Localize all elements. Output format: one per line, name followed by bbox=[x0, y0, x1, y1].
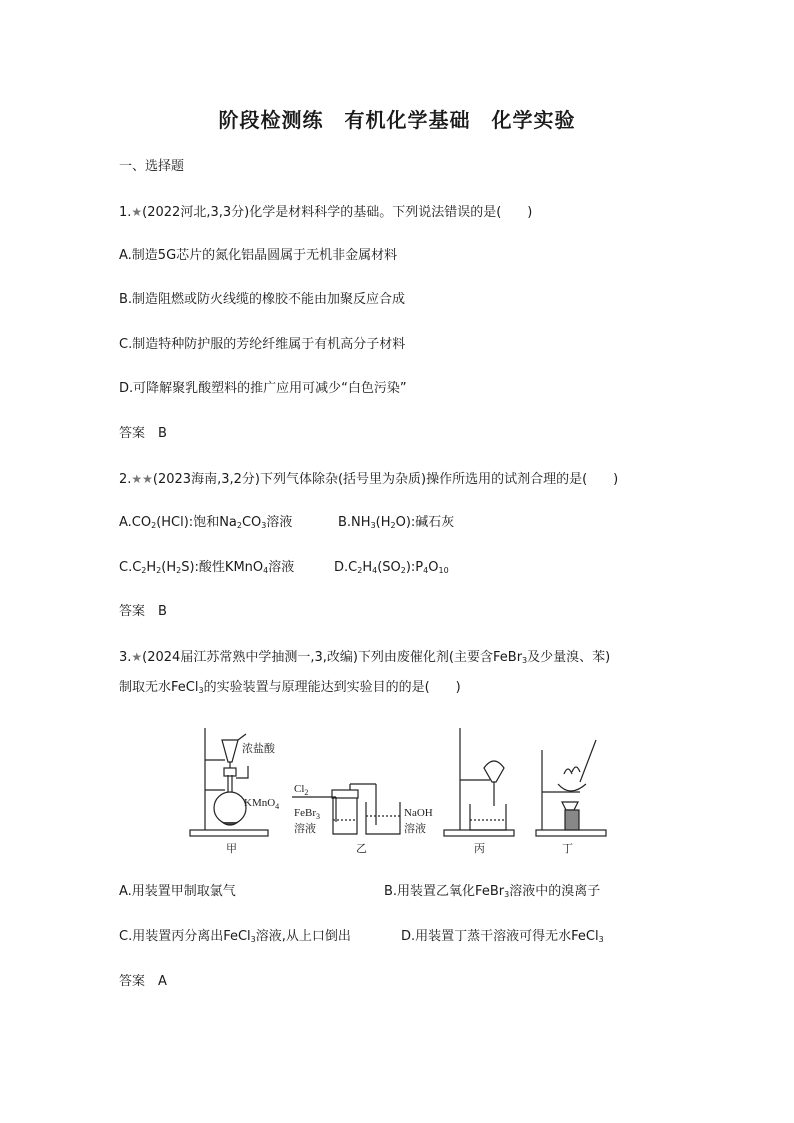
caption-jia: 甲 bbox=[226, 842, 237, 855]
question-text: (2022河北,3,3分)化学是材料科学的基础。下列说法错误的是( ) bbox=[142, 205, 533, 220]
label-febr3-solution: 溶液 bbox=[294, 823, 316, 835]
q1-option-c: C.制造特种防护服的芳纶纤维属于有机高分子材料 bbox=[119, 337, 406, 352]
q2-option-d: $D.C_2H_4(SO_2):P_4O_{10}$ bbox=[334, 560, 449, 575]
question-3-stem-line2: 制取无水FeCl$_3$的实验装置与原理能达到实验目的的是( ) bbox=[119, 680, 461, 695]
q3-answer: 答案 A bbox=[119, 974, 167, 989]
q1-option-a: A.制造5G芯片的氮化铝晶圆属于无机非金属材料 bbox=[119, 248, 398, 263]
question-number: 1. bbox=[119, 205, 132, 220]
q2-option-c: $C.C_2H_2(H_2S)$:酸性KMnO$_4$溶液 bbox=[119, 560, 295, 575]
q3-option-b: B.用装置乙氧化FeBr$_3$溶液中的溴离子 bbox=[384, 884, 601, 899]
question-1-stem bbox=[119, 203, 532, 222]
q2-option-b: $B.NH_3(H_2O)$:碱石灰 bbox=[338, 515, 455, 530]
label-febr3: FeBr$_3$ bbox=[294, 807, 320, 821]
label-cl2: $Cl_2$ bbox=[294, 783, 309, 797]
difficulty-star-icon: ★★ bbox=[131, 472, 153, 486]
difficulty-star-icon: ★ bbox=[131, 205, 143, 219]
caption-ding: 丁 bbox=[562, 842, 573, 855]
question-2-stem bbox=[119, 470, 618, 489]
q1-answer: 答案 B bbox=[119, 426, 167, 441]
page-title: 阶段检测练 有机化学基础 化学实验 bbox=[218, 108, 576, 132]
q2-option-a: $A.CO_2(HCl)$:饱和$Na_2CO_3$溶液 bbox=[119, 515, 293, 530]
apparatus-figure bbox=[180, 720, 620, 860]
q3-option-c: C.用装置丙分离出FeCl$_3$溶液,从上口倒出 bbox=[119, 929, 351, 944]
apparatus-ding bbox=[536, 740, 606, 836]
section-heading: 一、选择题 bbox=[119, 159, 185, 174]
caption-bing: 丙 bbox=[474, 842, 485, 855]
question-number: 2. bbox=[119, 472, 132, 487]
q1-option-b: B.制造阻燃或防火线缆的橡胶不能由加聚反应合成 bbox=[119, 292, 406, 307]
q2-answer: 答案 B bbox=[119, 604, 167, 619]
difficulty-star-icon: ★ bbox=[131, 650, 143, 664]
caption-yi: 乙 bbox=[356, 842, 367, 855]
label-naoh-solution: 溶液 bbox=[404, 823, 426, 835]
label-conc-hcl: 浓盐酸 bbox=[242, 743, 275, 755]
question-number: 3. bbox=[119, 650, 132, 665]
question-3-stem-line1: 3.★(2024届江苏常熟中学抽测一,3,改编)下列由废催化剂(主要含FeBr$_3$及少量溴、苯) bbox=[119, 650, 611, 665]
question-text: (2023海南,3,2分)下列气体除杂(括号里为杂质)操作所选用的试剂合理的是( ) bbox=[152, 472, 619, 487]
q3-option-d: D.用装置丁蒸干溶液可得无水FeCl$_3$ bbox=[401, 929, 604, 944]
q1-option-d: D.可降解聚乳酸塑料的推广应用可减少“白色污染” bbox=[119, 381, 407, 396]
apparatus-bing bbox=[444, 728, 514, 836]
label-naoh: NaOH bbox=[404, 807, 433, 819]
label-kmno4: KMnO$_4$ bbox=[244, 797, 280, 811]
q3-option-a: A.用装置甲制取氯气 bbox=[119, 884, 236, 899]
